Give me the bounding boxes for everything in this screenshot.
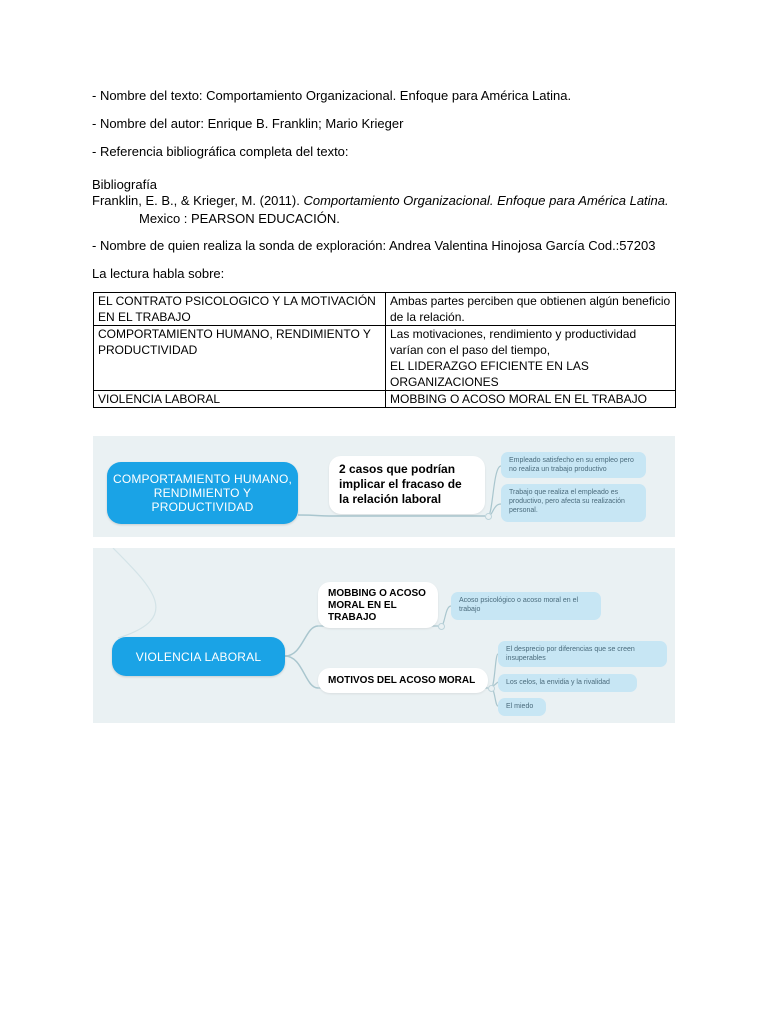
mind-map-productivity — [93, 436, 675, 537]
branch-node[interactable]: MOTIVOS DEL ACOSO MORAL — [318, 668, 488, 693]
table-cell: VIOLENCIA LABORAL — [94, 391, 386, 408]
center-node[interactable]: VIOLENCIA LABORAL — [112, 637, 285, 676]
collapse-dot-icon[interactable] — [485, 513, 492, 520]
connector-lines — [93, 548, 675, 723]
summary-table — [93, 292, 676, 408]
table-cell: EL CONTRATO PSICOLOGICO Y LA MOTIVACIÓN EN EL TRABAJO — [94, 293, 386, 326]
bibliography-entry — [92, 193, 669, 209]
collapse-dot-icon[interactable] — [488, 685, 495, 692]
branch-node[interactable]: 2 casos que podrían implicar el fracaso de la relación laboral — [329, 456, 485, 514]
bibliography-heading: Bibliografía — [92, 177, 158, 192]
bibliography-authors: Franklin, E. B., & Krieger, M. (2011). — [92, 193, 304, 208]
collapse-dot-icon[interactable] — [438, 623, 445, 630]
table-cell — [386, 326, 676, 391]
table-cell: COMPORTAMIENTO HUMANO, RENDIMIENTO Y PRODUCTIVIDAD — [94, 326, 386, 391]
leaf-node[interactable]: Los celos, la envidia y la rivalidad — [498, 674, 637, 692]
explorer-line: - Nombre de quien realiza la sonda de exploración: Andrea Valentina Hinojosa García Cod.:57203 — [92, 238, 656, 253]
text-name-line: - Nombre del texto: Comportamiento Organizacional. Enfoque para América Latina. — [92, 88, 572, 103]
table-row — [94, 391, 676, 408]
leaf-node[interactable]: El desprecio por diferencias que se creen insuperables — [498, 641, 667, 667]
table-row — [94, 293, 676, 326]
branch-node[interactable]: MOBBING O ACOSO MORAL EN EL TRABAJO — [318, 582, 438, 628]
author-line: - Nombre del autor: Enrique B. Franklin; Mario Krieger — [92, 116, 404, 131]
table-cell: MOBBING O ACOSO MORAL EN EL TRABAJO — [386, 391, 676, 408]
table-cell-text: Las motivaciones, rendimiento y productividad varían con el paso del tiempo, — [390, 327, 637, 357]
leaf-node[interactable]: Acoso psicológico o acoso moral en el trabajo — [451, 592, 601, 620]
bibliography-publisher: Mexico : PEARSON EDUCACIÓN. — [139, 211, 340, 226]
table-row — [94, 326, 676, 391]
reading-intro: La lectura habla sobre: — [92, 266, 225, 281]
leaf-node[interactable]: Trabajo que realiza el empleado es productivo, pero afecta su realización personal. — [501, 484, 646, 522]
reference-line: - Referencia bibliográfica completa del texto: — [92, 144, 349, 159]
center-node[interactable]: COMPORTAMIENTO HUMANO, RENDIMIENTO Y PRODUCTIVIDAD — [107, 462, 298, 524]
mind-map-violence — [93, 548, 675, 723]
leaf-node[interactable]: El miedo — [498, 698, 546, 716]
table-cell: Ambas partes perciben que obtienen algún beneficio de la relación. — [386, 293, 676, 326]
bibliography-title: Comportamiento Organizacional. Enfoque para América Latina. — [303, 193, 669, 208]
leaf-node[interactable]: Empleado satisfecho en su empleo pero no realiza un trabajo productivo — [501, 452, 646, 478]
table-cell-text: EL LIDERAZGO EFICIENTE EN LAS ORGANIZACIONES — [390, 359, 589, 389]
